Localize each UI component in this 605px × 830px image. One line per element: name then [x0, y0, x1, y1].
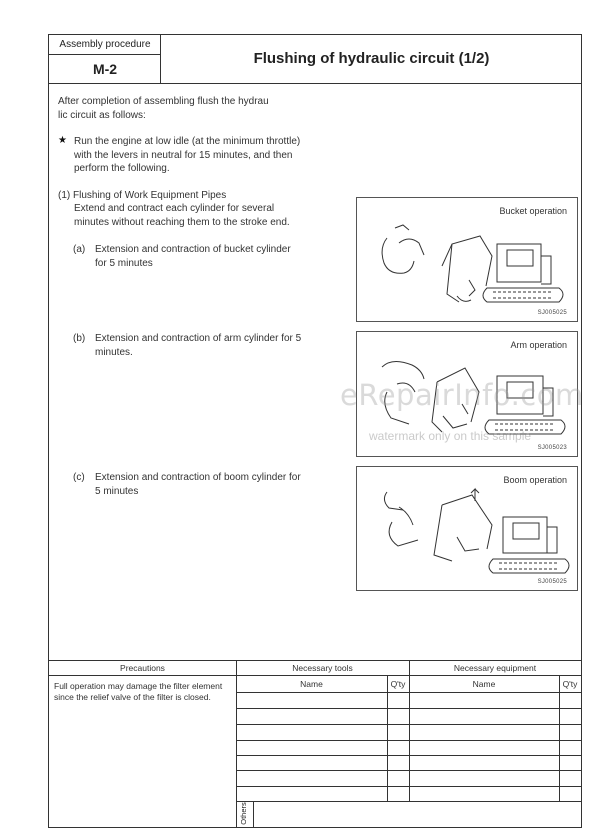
step-b-line-1: Extension and contraction of arm cylinder for 5	[95, 333, 302, 344]
table-row-line-7	[236, 786, 581, 787]
intro-text	[58, 95, 269, 122]
figure-bucket-ref: SJ005025	[537, 310, 567, 316]
table-row-line-2	[236, 708, 581, 709]
step-c-text	[95, 471, 310, 498]
others-cell	[238, 801, 252, 827]
precaution-text	[54, 681, 236, 702]
tools-name-column: Name	[300, 679, 323, 689]
table-header-line	[49, 675, 581, 676]
table-divider-others	[253, 801, 254, 828]
figure-boom-label: Boom operation	[503, 475, 567, 485]
star-note-line-2: with the levers in neutral for 15 minutes, and then	[74, 149, 293, 161]
intro-line-2: lic circuit as follows:	[58, 109, 146, 121]
watermark-main: eRepairInfo.com	[340, 378, 584, 412]
figure-arm-ref: SJ005023	[537, 445, 567, 451]
section-heading: (1) Flushing of Work Equipment Pipes	[58, 190, 227, 201]
section-text	[74, 202, 290, 229]
step-a-marker: (a)	[73, 244, 86, 255]
star-icon: ★	[58, 135, 67, 146]
procedure-box	[49, 35, 161, 83]
section-line-1: Extend and contract each cylinder for several	[74, 203, 275, 214]
figure-arm-label: Arm operation	[510, 340, 567, 350]
step-c-marker: (c)	[73, 472, 85, 483]
step-c-line-2: 5 minutes	[95, 485, 139, 497]
intro-line-1: After completion of assembling flush the hydrau	[58, 96, 269, 107]
step-a-line-1: Extension and contraction of bucket cylinder	[95, 244, 291, 255]
others-label: Others	[238, 802, 248, 825]
step-b-text	[95, 332, 310, 359]
figure-bucket-label: Bucket operation	[499, 206, 567, 216]
page-title: Flushing of hydraulic circuit (1/2)	[253, 50, 490, 67]
equipment-header: Necessary equipment	[453, 663, 537, 673]
section-line-2: minutes without reaching them to the stroke end.	[74, 216, 290, 228]
figure-bucket-operation	[356, 197, 578, 322]
equipment-name-column: Name	[472, 679, 496, 689]
table-row-line-6	[236, 770, 581, 771]
table-row-line-1	[236, 692, 581, 693]
requirements-table	[49, 660, 581, 827]
procedure-caption: Assembly procedure	[49, 35, 161, 55]
tools-qty-column: Q'ty	[390, 679, 406, 689]
step-b-marker: (b)	[73, 333, 86, 344]
precaution-line-1: Full operation may damage the filter element	[54, 681, 223, 691]
star-note	[74, 135, 300, 176]
table-divider-equip-qty	[559, 675, 560, 801]
procedure-code: M-2	[92, 61, 118, 77]
precaution-line-2: since the relief valve of the filter is closed.	[54, 691, 211, 702]
precautions-header: Precautions	[120, 663, 165, 673]
tools-header: Necessary tools	[292, 663, 353, 673]
step-a-line-2: for 5 minutes	[95, 257, 153, 269]
step-a-text	[95, 243, 310, 270]
star-note-line-3: perform the following.	[74, 163, 170, 174]
step-b-line-2: minutes.	[95, 346, 133, 358]
table-divider-tools-qty	[387, 675, 388, 801]
watermark-sub: watermark only on this sample	[369, 429, 532, 443]
table-row-line-4	[236, 740, 581, 741]
excavator-bucket-illustration	[357, 198, 579, 323]
table-row-line-8	[236, 801, 581, 802]
equipment-qty-column: Q'ty	[562, 679, 578, 689]
step-c-line-1: Extension and contraction of boom cylinder for	[95, 472, 301, 483]
excavator-boom-illustration	[357, 467, 579, 592]
figure-boom-ref: SJ005025	[537, 579, 567, 585]
star-note-line-1: Run the engine at low idle (at the minimum throttle)	[74, 136, 301, 147]
figure-boom-operation	[356, 466, 578, 591]
table-row-line-5	[236, 755, 581, 756]
header-divider	[49, 83, 581, 84]
table-row-line-3	[236, 724, 581, 725]
